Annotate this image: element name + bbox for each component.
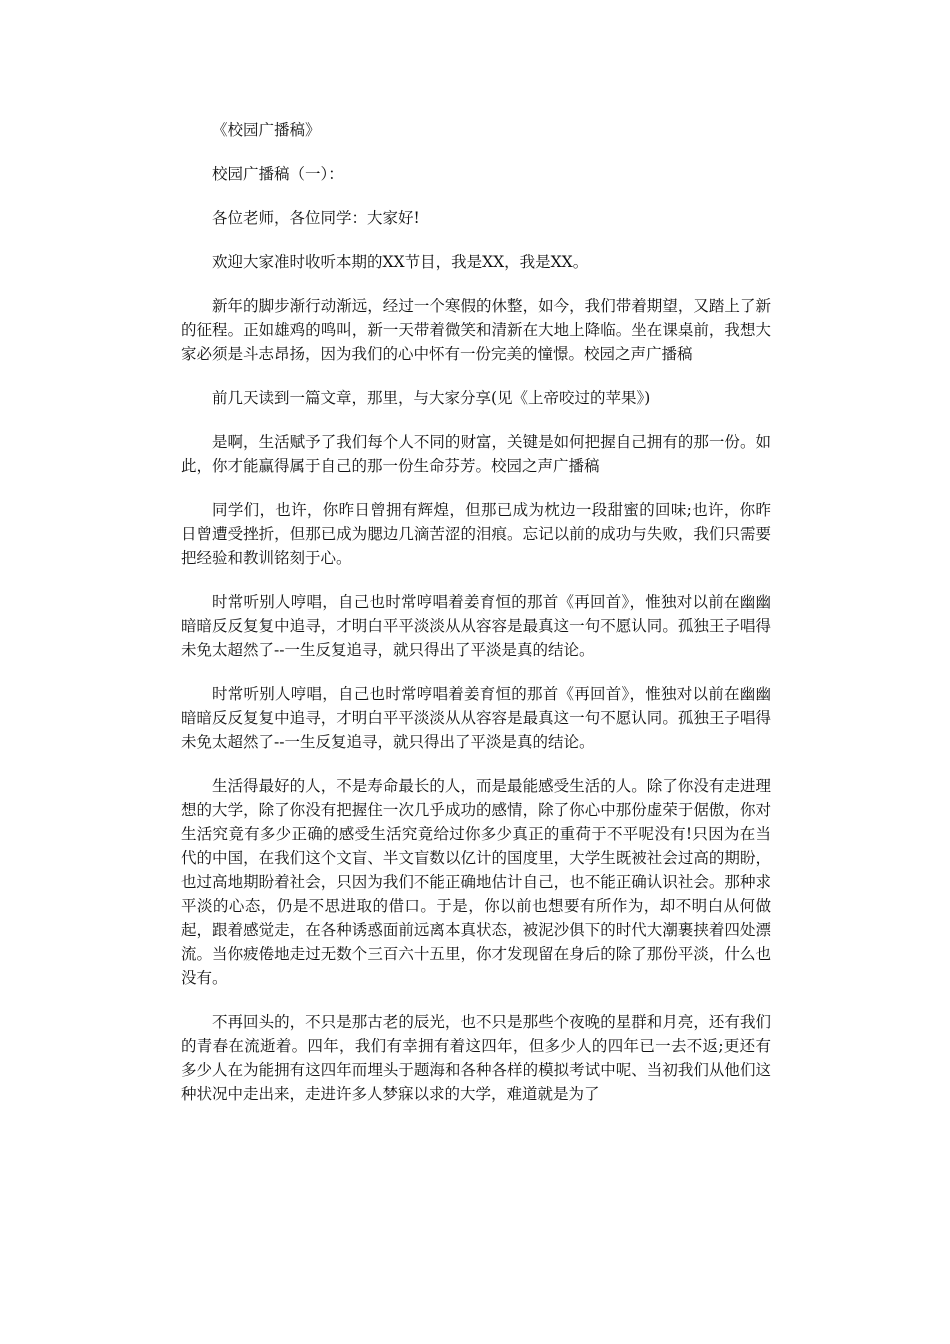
document-body	[181, 118, 771, 1126]
paragraph: 时常听别人哼唱，自己也时常哼唱着姜育恒的那首《再回首》，惟独对以前在幽幽暗暗反反复复中追寻，才明白平平淡淡从从容容是最真这一句不愿认同。孤独王子唱得未免太超然了--一生反复追寻，就只得出了平淡是真的结论。	[181, 593, 771, 659]
paragraph: 欢迎大家准时收听本期的XX节目，我是XX，我是XX。	[212, 253, 589, 271]
paragraph: 各位老师，各位同学：大家好!	[212, 209, 420, 227]
paragraph: 是啊，生活赋予了我们每个人不同的财富，关键是如何把握自己拥有的那一份。如此，你才能赢得属于自己的那一份生命芬芳。校园之声广播稿	[181, 433, 771, 475]
paragraph: 新年的脚步渐行动渐远，经过一个寒假的休整，如今，我们带着期望，又踏上了新的征程。正如雄鸡的鸣叫，新一天带着微笑和清新在大地上降临。坐在课桌前，我想大家必须是斗志昂扬，因为我们的心中怀有一份完美的憧憬。校园之声广播稿	[181, 297, 771, 363]
paragraph: 时常听别人哼唱，自己也时常哼唱着姜育恒的那首《再回首》，惟独对以前在幽幽暗暗反反复复中追寻，才明白平平淡淡从从容容是最真这一句不愿认同。孤独王子唱得未免太超然了--一生反复追寻，就只得出了平淡是真的结论。	[181, 685, 771, 751]
paragraph: 同学们，也许，你昨日曾拥有辉煌，但那已成为枕边一段甜蜜的回味;也许，你昨日曾遭受挫折，但那已成为腮边几滴苦涩的泪痕。忘记以前的成功与失败，我们只需要把经验和教训铭刻于心。	[181, 501, 771, 567]
paragraph: 不再回头的，不只是那古老的辰光，也不只是那些个夜晚的星群和月亮，还有我们的青春在流逝着。四年，我们有幸拥有着这四年，但多少人的四年已一去不返;更还有多少人在为能拥有这四年而埋头于题海和各种各样的模拟考试中呢、当初我们从他们这种状况中走出来，走进许多人梦寐以求的大学，难道就是为了	[181, 1013, 771, 1103]
paragraph: 生活得最好的人，不是寿命最长的人，而是最能感受生活的人。除了你没有走进理想的大学，除了你没有把握住一次几乎成功的感情，除了你心中那份虚荣于倨傲，你对生活究竟有多少正确的感受生活究竟给过你多少真正的重荷于不平呢没有!只因为在当代的中国，在我们这个文盲、半文盲数以亿计的国度里，大学生既被社会过高的期盼，也过高地期盼着社会，只因为我们不能正确地估计自己，也不能正确认识社会。那种求平淡的心态，仍是不思进取的借口。于是，你以前也想要有所作为，却不明白从何做起，跟着感觉走，在各种诱惑面前远离本真状态，被泥沙俱下的时代大潮裹挟着四处漂流。当你疲倦地走过无数个三百六十五里，你才发现留在身后的除了那份平淡，什么也没有。	[181, 777, 771, 987]
paragraph: 前几天读到一篇文章，那里，与大家分享(见《上帝咬过的苹果》)	[212, 389, 651, 407]
paragraph: 校园广播稿（一）：	[212, 165, 344, 183]
document-title: 《校园广播稿》	[212, 121, 321, 139]
